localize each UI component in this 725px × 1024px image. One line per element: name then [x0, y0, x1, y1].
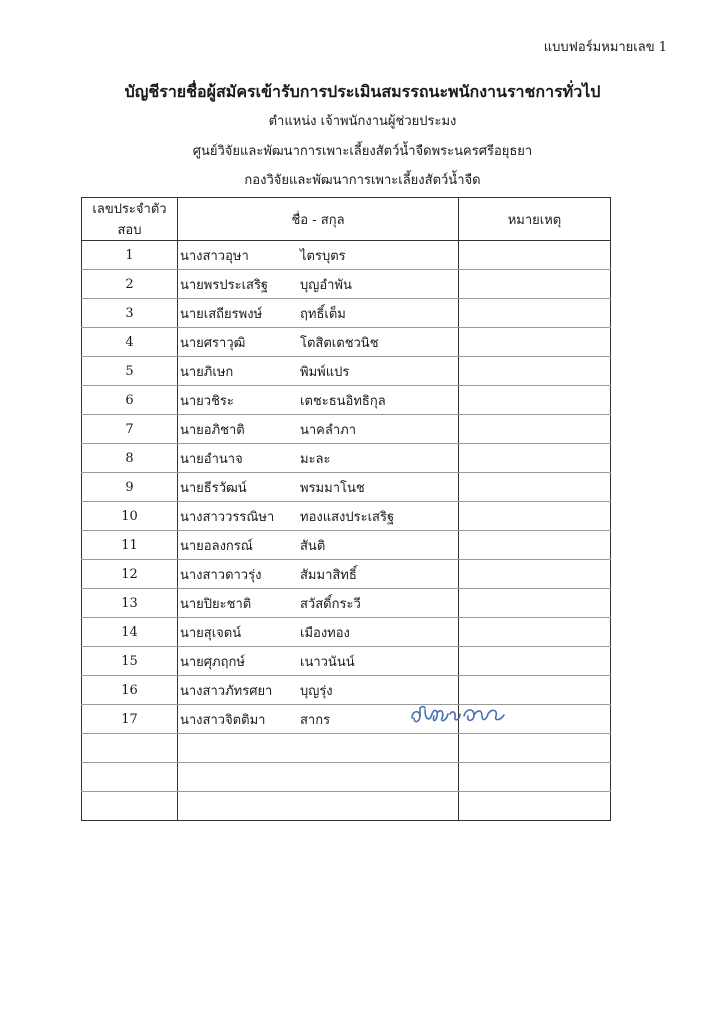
name-cell [178, 444, 459, 473]
remark-cell [459, 328, 611, 357]
exam-number-cell: 6 [82, 386, 178, 415]
surname: เตชะธนอิทธิกุล [300, 393, 386, 409]
table-row [82, 299, 611, 328]
position-line: ตำแหน่ง เจ้าพนักงานผู้ช่วยประมง [268, 114, 457, 129]
name-cell [178, 386, 459, 415]
remark-cell [459, 241, 611, 270]
name-cell [178, 734, 459, 763]
exam-number-cell: 2 [82, 270, 178, 299]
table-row [82, 502, 611, 531]
remark-cell [459, 444, 611, 473]
exam-number-cell: 12 [82, 560, 178, 589]
remark-cell [459, 502, 611, 531]
table-row [82, 444, 611, 473]
remark-cell [459, 415, 611, 444]
given-name: นายเสถียรพงษ์ [180, 306, 263, 322]
surname: พรมมาโนช [300, 480, 365, 496]
exam-number-cell: 3 [82, 299, 178, 328]
surname: สากร [300, 712, 331, 728]
table-row [82, 270, 611, 299]
remark-cell [459, 763, 611, 792]
exam-number-cell [82, 734, 178, 763]
remark-cell [459, 357, 611, 386]
exam-number-cell: 15 [82, 647, 178, 676]
surname: ไตรบุตร [300, 248, 346, 264]
surname: ทองแสงประเสริฐ [300, 509, 395, 525]
name-cell [178, 241, 459, 270]
surname: เมืองทอง [300, 625, 350, 641]
surname: บุญรุ่ง [300, 683, 333, 699]
surname: ฤทธิ์เต็ม [300, 306, 346, 322]
name-cell [178, 618, 459, 647]
given-name: นายธีรวัฒน์ [180, 480, 247, 496]
table-row [82, 589, 611, 618]
exam-number-cell: 11 [82, 531, 178, 560]
table-header-row [82, 198, 611, 241]
surname: เนาวนันน์ [300, 654, 355, 670]
table-row [82, 647, 611, 676]
remark-cell [459, 589, 611, 618]
given-name: นางสาวอุษา [180, 248, 249, 264]
name-cell [178, 560, 459, 589]
given-name: นางสาววรรณิษา [180, 509, 275, 525]
table-row [82, 560, 611, 589]
remark-cell [459, 560, 611, 589]
table-row [82, 328, 611, 357]
exam-number-cell: 4 [82, 328, 178, 357]
name-cell [178, 647, 459, 676]
name-cell [178, 589, 459, 618]
table-row [82, 386, 611, 415]
exam-number-cell: 13 [82, 589, 178, 618]
given-name: นายอภิชาติ [180, 422, 245, 438]
header-exam-number: เลขประจำตัวสอบ [82, 198, 178, 241]
table-body [82, 241, 611, 821]
table-row [82, 676, 611, 705]
remark-cell [459, 270, 611, 299]
remark-cell [459, 299, 611, 328]
given-name: นายภิเษก [180, 364, 234, 380]
given-name: นายวชิระ [180, 393, 234, 409]
surname: มะละ [300, 451, 331, 467]
surname: พิมพ์แปร [300, 364, 350, 380]
name-cell [178, 299, 459, 328]
name-cell [178, 473, 459, 502]
remark-cell [459, 734, 611, 763]
remark-cell [459, 531, 611, 560]
table-row [82, 763, 611, 792]
table-row [82, 734, 611, 763]
name-cell [178, 415, 459, 444]
exam-number-cell: 10 [82, 502, 178, 531]
division-line: กองวิจัยและพัฒนาการเพาะเลี้ยงสัตว์น้ำจืด [244, 173, 481, 188]
name-cell [178, 792, 459, 821]
center-line: ศูนย์วิจัยและพัฒนาการเพาะเลี้ยงสัตว์น้ำจืดพระนครศรีอยุธยา [192, 144, 533, 159]
exam-number-cell: 5 [82, 357, 178, 386]
table-row [82, 415, 611, 444]
remark-cell [459, 473, 611, 502]
surname: บุญอำพัน [300, 277, 352, 293]
surname: สันติ [300, 538, 326, 554]
remark-cell [459, 618, 611, 647]
exam-number-cell: 14 [82, 618, 178, 647]
remark-cell [459, 792, 611, 821]
exam-number-cell: 9 [82, 473, 178, 502]
given-name: นายศุภฤกษ์ [180, 654, 245, 670]
given-name: นายสุเจตน์ [180, 625, 242, 641]
given-name: นายศราวุฒิ [180, 335, 246, 351]
table-row [82, 618, 611, 647]
candidate-table [81, 197, 611, 821]
given-name: นายพรประเสริฐ [180, 277, 269, 293]
table-row [82, 531, 611, 560]
exam-number-cell: 7 [82, 415, 178, 444]
given-name: นายปิยะชาติ [180, 596, 252, 612]
exam-number-cell: 16 [82, 676, 178, 705]
name-cell [178, 502, 459, 531]
given-name: นายอำนาจ [180, 451, 243, 467]
exam-number-cell: 1 [82, 241, 178, 270]
table-row [82, 241, 611, 270]
table-row [82, 705, 611, 734]
header-remark: หมายเหตุ [459, 198, 611, 241]
given-name: นางสาวภัทรศยา [180, 683, 273, 699]
table-row [82, 792, 611, 821]
header-name: ชื่อ - สกุล [178, 198, 459, 241]
name-cell [178, 531, 459, 560]
document-title: บัญชีรายชื่อผู้สมัครเข้ารับการประเมินสมรรถนะพนักงานราชการทั่วไป [124, 82, 601, 101]
remark-cell [459, 647, 611, 676]
surname: สวัสดิ์กระวี [300, 596, 361, 612]
surname: โตสิตเตชวนิช [300, 335, 379, 351]
form-number: แบบฟอร์มหมายเลข 1 [543, 40, 667, 55]
name-cell [178, 270, 459, 299]
signature-mark [408, 700, 516, 730]
exam-number-cell: 8 [82, 444, 178, 473]
table-row [82, 473, 611, 502]
surname: สัมมาสิทธิ์ [300, 567, 357, 583]
exam-number-cell: 17 [82, 705, 178, 734]
given-name: นายอลงกรณ์ [180, 538, 253, 554]
given-name: นางสาวดาวรุ่ง [180, 567, 262, 583]
name-cell [178, 357, 459, 386]
given-name: นางสาวจิตติมา [180, 712, 266, 728]
table-row [82, 357, 611, 386]
name-cell [178, 328, 459, 357]
exam-number-cell [82, 792, 178, 821]
exam-number-cell [82, 763, 178, 792]
surname: นาคลำภา [300, 422, 357, 438]
name-cell [178, 763, 459, 792]
remark-cell [459, 386, 611, 415]
